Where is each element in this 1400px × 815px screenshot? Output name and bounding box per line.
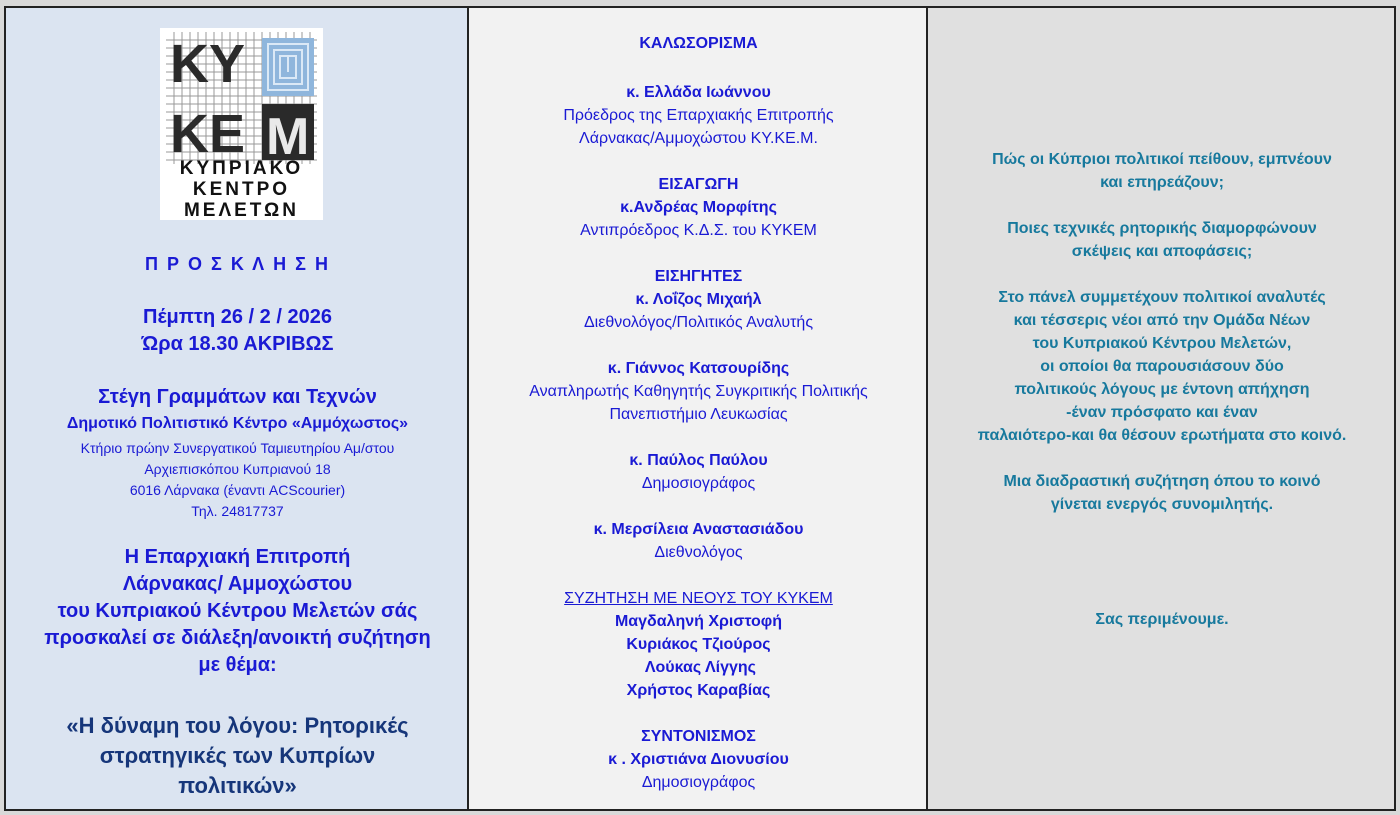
topic-line: «Η δύναμη του λόγου: Ρητορικές (66, 713, 409, 738)
text-line: παλαιότερο-και θα θέσουν ερωτήματα στο κοινό. (977, 427, 1347, 444)
address-line: 6016 Λάρνακα (έναντι ACScourier) (129, 482, 346, 498)
intro-heading: ΕΙΣΑΓΩΓΗ (658, 176, 739, 193)
logo-mark (166, 32, 317, 164)
role-line: Πανεπιστήμιο Λευκωσίας (609, 406, 788, 423)
text-line: οι οποίοι θα παρουσιάσουν δύο (1040, 358, 1284, 375)
welcome-heading: ΚΑΛΩΣΟΡΙΣΜΑ (639, 35, 758, 52)
logo-line-2: ΚΕΝΤΡΟ (192, 179, 291, 200)
closing-text: Σας περιμένουμε. (1095, 611, 1229, 628)
host-line: με θέμα: (198, 654, 277, 676)
youth-heading: ΣΥΖΗΤΗΣΗ ΜΕ ΝΕΟΥΣ ΤΟΥ ΚΥΚΕΜ (564, 590, 833, 607)
right-column (928, 8, 1394, 809)
youth-member: Λούκας Λίγγης (640, 659, 756, 676)
text-line: Στο πάνελ συμμετέχουν πολιτικοί αναλυτές (998, 289, 1326, 306)
intro-name: κ.Ανδρέας Μορφίτης (620, 199, 777, 216)
topic-line: πολιτικών» (178, 773, 297, 798)
text-line: πολιτικούς λόγους με έντονη απήχηση (1014, 381, 1310, 398)
paragraph-2 (928, 217, 1396, 263)
address-line: Κτήριο πρώην Συνεργατικού Ταμιευτηρίου Αμ/στου (80, 440, 395, 456)
youth-list (469, 610, 928, 702)
speaker-role (469, 380, 928, 426)
text-line: και επηρεάζουν; (1100, 174, 1224, 191)
text-line: Ποιες τεχνικές ρητορικής διαμορφώνουν (1007, 220, 1317, 237)
host-text (6, 544, 469, 679)
address-line: Τηλ. 24817737 (191, 503, 284, 519)
welcome-role (469, 104, 928, 150)
speaker-name: κ. Λοΐζος Μιχαήλ (635, 291, 762, 308)
host-line: Η Επαρχιακή Επιτροπή (124, 546, 351, 568)
svg-text:ΚΥ: ΚΥ (170, 34, 246, 94)
venue-subtitle: Δημοτικό Πολιτιστικό Κέντρο «Αμμόχωστος» (66, 415, 409, 432)
youth-member: Κυριάκος Τζιούρος (626, 636, 771, 653)
topic-line: στρατηγικές των Κυπρίων (99, 743, 376, 768)
paragraph-4 (928, 470, 1396, 516)
speaker-name: κ. Παύλος Παύλου (629, 452, 768, 469)
lecture-topic (6, 711, 469, 801)
coordinator-role: Δημοσιογράφος (641, 774, 756, 791)
svg-text:Μ: Μ (266, 108, 310, 164)
event-date (6, 304, 469, 358)
svg-text:ΚΕ: ΚΕ (170, 104, 246, 164)
logo-line-1: ΚΥΠΡΙΑΚΟ (179, 158, 304, 179)
coordinator-name: κ . Χριστιάνα Διονυσίου (608, 751, 789, 768)
text-line: Πώς οι Κύπριοι πολιτικοί πείθουν, εμπνέουν (992, 151, 1332, 168)
middle-column (469, 8, 928, 809)
speaker-name: κ. Μερσίλεια Αναστασιάδου (593, 521, 804, 538)
speaker-name: κ. Γιάννος Κατσουρίδης (607, 360, 790, 377)
role-line: Αναπληρωτής Καθηγητής Συγκριτικής Πολιτικής (529, 383, 868, 400)
invitation-frame (4, 6, 1396, 811)
speaker-role: Διεθνολόγος/Πολιτικός Αναλυτής (583, 314, 814, 331)
host-line: του Κυπριακού Κέντρου Μελετών σάς (57, 600, 418, 622)
host-line: προσκαλεί σε διάλεξη/ανοικτή συζήτηση (44, 627, 431, 649)
speaker-role: Διεθνολόγος (654, 544, 743, 561)
role-line: Λάρνακας/Αμμοχώστου ΚΥ.ΚΕ.Μ. (579, 130, 818, 147)
speakers-heading: ΕΙΣΗΓΗΤΕΣ (654, 268, 743, 285)
venue-name: Στέγη Γραμμάτων και Τεχνών (98, 386, 377, 408)
welcome-name: κ. Ελλάδα Ιωάννου (626, 84, 771, 101)
text-line: Μια διαδραστική συζήτηση όπου το κοινό (1003, 473, 1321, 490)
invitation-title: Π Ρ Ο Σ Κ Λ Η Σ Η (145, 254, 330, 274)
intro-role: Αντιπρόεδρος Κ.Δ.Σ. του ΚΥΚΕΜ (580, 222, 817, 239)
host-line: Λάρνακας/ Αμμοχώστου (122, 573, 353, 595)
youth-member: Μαγδαληνή Χριστοφή (614, 613, 783, 630)
text-line: σκέψεις και αποφάσεις; (1071, 243, 1253, 260)
date-text: Πέμπτη 26 / 2 / 2026 (143, 306, 332, 328)
time-text: Ώρα 18.30 ΑΚΡΙΒΩΣ (141, 333, 334, 355)
paragraph-3 (928, 286, 1396, 447)
text-line: -έναν πρόσφατο και έναν (1066, 404, 1258, 421)
coordination-heading: ΣΥΝΤΟΝΙΣΜΟΣ (641, 728, 756, 745)
address-line: Αρχιεπισκόπου Κυπριανού 18 (144, 461, 331, 477)
role-line: Πρόεδρος της Επαρχιακής Επιτροπής (563, 107, 834, 124)
logo-line-3: ΜΕΛΕΤΩΝ (183, 200, 300, 221)
speaker-role: Δημοσιογράφος (641, 475, 756, 492)
venue-address (6, 438, 469, 522)
youth-member: Χρήστος Καραβίας (626, 682, 771, 699)
left-column (6, 8, 469, 809)
text-line: του Κυπριακού Κέντρου Μελετών, (1032, 335, 1292, 352)
paragraph-1 (928, 148, 1396, 194)
text-line: και τέσσερις νέοι από την Ομάδα Νέων (1013, 312, 1311, 329)
text-line: γίνεται ενεργός συνομιλητής. (1050, 496, 1274, 513)
kykem-logo (160, 28, 323, 220)
